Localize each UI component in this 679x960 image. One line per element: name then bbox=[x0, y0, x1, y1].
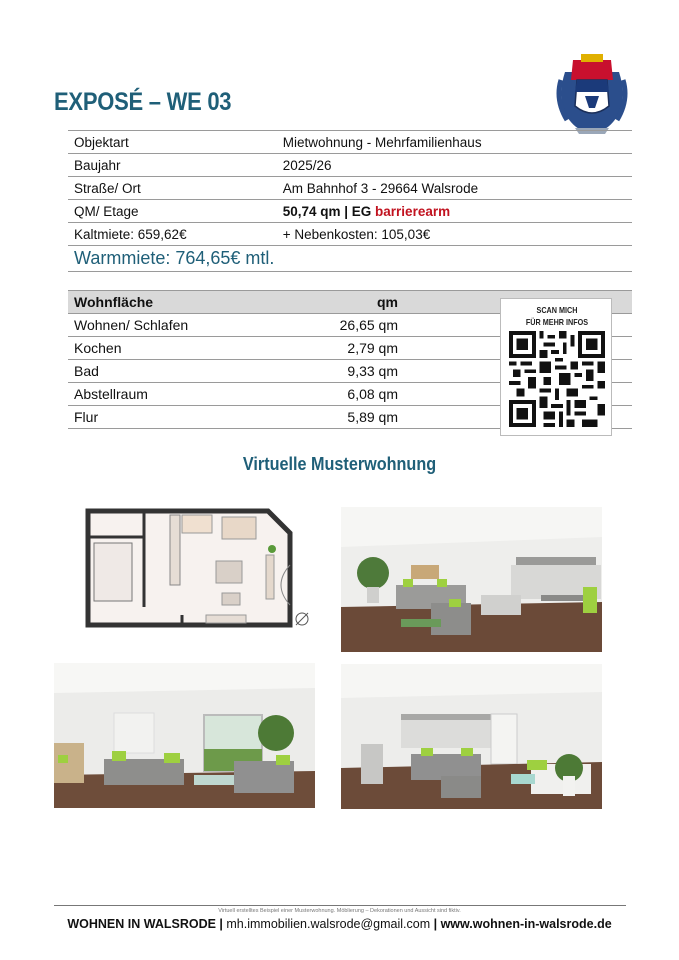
living-room-window-render-image bbox=[54, 663, 315, 808]
info-label: Objektart bbox=[68, 131, 279, 154]
property-info-table bbox=[68, 130, 632, 272]
qm-etage-value: 50,74 qm | EG bbox=[282, 203, 376, 219]
info-value: + Nebenkosten: 105,03€ bbox=[279, 223, 632, 246]
info-row-qm-etage bbox=[68, 200, 632, 223]
info-value: Mietwohnung - Mehrfamilienhaus bbox=[279, 131, 632, 154]
footer-brand: WOHNEN IN WALSRODE bbox=[67, 917, 216, 931]
info-row-baujahr bbox=[68, 154, 632, 177]
area-header-label: Wohnfläche bbox=[68, 291, 268, 314]
info-value: 2025/26 bbox=[279, 154, 632, 177]
footer-separator: | bbox=[430, 917, 441, 931]
floor-plan-image bbox=[82, 505, 314, 635]
barrierearm-highlight: barrierearm bbox=[375, 203, 451, 219]
info-label: Baujahr bbox=[68, 154, 279, 177]
info-label: Straße/ Ort bbox=[68, 177, 279, 200]
info-label: Kaltmiete: 659,62€ bbox=[68, 223, 279, 246]
footer-email[interactable]: mh.immobilien.walsrode@gmail.com bbox=[226, 917, 431, 931]
footer-disclaimer: Virtuell erstelltes Beispiel einer Musterwohnung. Möblierung – Dekorationen und Aussicht sind fiktiv. bbox=[218, 908, 461, 914]
qr-code-icon bbox=[509, 331, 605, 427]
info-row-kaltmiete bbox=[68, 223, 632, 246]
info-row-objektart bbox=[68, 131, 632, 154]
qr-code-box[interactable] bbox=[500, 298, 612, 436]
qr-caption-line1: SCAN MICH bbox=[536, 305, 578, 315]
qr-caption-line2: FÜR MEHR INFOS bbox=[525, 317, 589, 327]
info-value: Am Bahnhof 3 - 29664 Walsrode bbox=[279, 177, 632, 200]
area-label: Flur bbox=[68, 406, 268, 429]
area-label: Wohnen/ Schlafen bbox=[68, 314, 268, 337]
area-header-unit: qm bbox=[268, 291, 398, 314]
living-room-render-image bbox=[341, 507, 602, 652]
section-title: Virtuelle Musterwohnung bbox=[242, 454, 437, 474]
footer-divider bbox=[54, 905, 626, 906]
page-title: EXPOSÉ – WE 03 bbox=[54, 88, 232, 116]
warmmiete-text: Warmmiete: 764,65€ mtl. bbox=[68, 246, 632, 272]
info-row-warmmiete bbox=[68, 246, 632, 272]
area-value: 2,79 qm bbox=[268, 337, 398, 360]
area-value: 6,08 qm bbox=[268, 383, 398, 406]
footer-website[interactable]: www.wohnen-in-walsrode.de bbox=[440, 917, 612, 931]
area-label: Bad bbox=[68, 360, 268, 383]
area-value: 5,89 qm bbox=[268, 406, 398, 429]
footer-contact bbox=[0, 917, 679, 931]
area-value: 9,33 qm bbox=[268, 360, 398, 383]
area-label: Abstellraum bbox=[68, 383, 268, 406]
kitchen-living-render-image bbox=[341, 664, 602, 809]
info-label: QM/ Etage bbox=[68, 200, 279, 223]
area-value: 26,65 qm bbox=[268, 314, 398, 337]
coat-of-arms-icon bbox=[555, 50, 629, 136]
footer-separator: | bbox=[215, 917, 227, 931]
area-label: Kochen bbox=[68, 337, 268, 360]
info-row-strasse bbox=[68, 177, 632, 200]
info-value bbox=[279, 200, 632, 223]
